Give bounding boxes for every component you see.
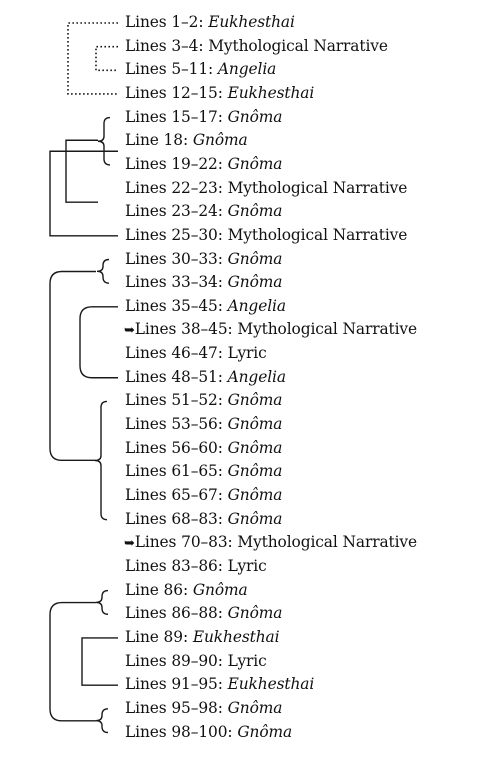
genre-label: Eukhesthai: [192, 627, 280, 646]
entry-row: [125, 391, 282, 409]
line-range: Lines 38–45: [134, 320, 228, 339]
separator: :: [217, 225, 228, 244]
genre-label: Gnôma: [227, 462, 283, 481]
genre-label: Eukhesthai: [227, 83, 315, 102]
separator: :: [217, 556, 228, 575]
separator: :: [217, 391, 228, 410]
entry-row: [125, 108, 282, 126]
separator: :: [217, 415, 228, 434]
genre-label: Gnôma: [192, 580, 248, 599]
line-range: Lines 23–24: [125, 202, 218, 221]
genre-label: Gnôma: [227, 273, 283, 292]
separator: :: [217, 675, 228, 694]
line-range: Lines 51–52: [125, 391, 218, 410]
separator: :: [217, 509, 228, 528]
entry-row: [125, 723, 292, 741]
line-range: Lines 30–33: [125, 249, 218, 268]
entry-row: [125, 557, 267, 575]
separator: :: [217, 178, 228, 197]
genre-label: Gnôma: [227, 107, 283, 126]
genre-label: Gnôma: [227, 604, 283, 623]
separator: :: [217, 296, 228, 315]
separator: :: [182, 627, 193, 646]
separator: :: [217, 202, 228, 221]
entry-row: [125, 699, 282, 717]
line-range: Lines 53–56: [125, 415, 218, 434]
line-range: Lines 95–98: [125, 698, 218, 717]
entry-row: [125, 368, 286, 386]
genre-label: Gnôma: [227, 391, 283, 410]
line-range: Lines 22–23: [125, 178, 218, 197]
genre-label: Lyric: [227, 651, 267, 670]
line-range: Line 89: [125, 627, 183, 646]
entry-row: [125, 155, 282, 173]
separator: :: [217, 486, 228, 504]
genre-label: Angelia: [217, 60, 277, 79]
entry-row: [125, 675, 314, 693]
separator: :: [217, 604, 228, 623]
genre-label: Eukhesthai: [227, 675, 315, 694]
line-range: Lines 5–11: [125, 60, 209, 79]
genre-label: Gnôma: [227, 509, 283, 528]
line-range: Lines 83–86: [125, 556, 218, 575]
line-range: Lines 89–90: [125, 651, 218, 670]
line-range: Lines 12–15: [125, 83, 218, 102]
separator: :: [198, 13, 209, 31]
line-range: Lines 3–4: [125, 36, 199, 55]
separator: :: [217, 249, 228, 268]
entry-row: [125, 415, 282, 433]
entry-row: [125, 273, 282, 291]
separator: :: [217, 698, 228, 717]
entry-row: [125, 37, 388, 55]
separator: :: [227, 533, 238, 552]
genre-label: Gnôma: [227, 698, 283, 717]
separator: :: [217, 462, 228, 481]
genre-label: Mythological Narrative: [227, 225, 408, 244]
entry-row: [125, 13, 295, 31]
line-range: Lines 65–67: [125, 486, 218, 504]
genre-label: Angelia: [227, 367, 286, 386]
continuation-arrow-icon: ➥: [124, 323, 135, 339]
separator: :: [217, 367, 228, 386]
line-range: Lines 98–100: [125, 722, 228, 741]
genre-label: Lyric: [227, 344, 267, 363]
separator: :: [217, 273, 228, 292]
genre-label: Mythological Narrative: [227, 178, 408, 197]
genre-label: Gnôma: [227, 249, 283, 268]
separator: :: [208, 60, 218, 79]
entry-row: [125, 179, 407, 197]
genre-label: Gnôma: [227, 154, 283, 173]
genre-label: Mythological Narrative: [237, 533, 418, 552]
entry-row: [125, 60, 276, 78]
separator: :: [182, 131, 193, 150]
line-range: Lines 46–47: [125, 344, 218, 363]
entry-row: [125, 439, 282, 457]
entry-row: [125, 628, 279, 646]
genre-label: Gnôma: [227, 486, 283, 504]
continuation-arrow-icon: ➥: [124, 536, 135, 552]
line-range: Lines 86–88: [125, 604, 218, 623]
genre-label: Gnôma: [227, 438, 283, 457]
line-range: Line 86: [125, 580, 183, 599]
line-range: Lines 19–22: [125, 154, 218, 173]
genre-label: Lyric: [227, 556, 267, 575]
line-range: Line 18: [125, 131, 183, 150]
genre-label: Gnôma: [227, 202, 283, 221]
entry-row: [125, 581, 248, 599]
genre-label: Gnôma: [192, 131, 248, 150]
entry-row: [125, 297, 286, 315]
line-range: Lines 91–95: [125, 675, 218, 694]
separator: :: [182, 580, 193, 599]
genre-label: Eukhesthai: [208, 13, 295, 31]
line-range: Lines 1–2: [125, 13, 199, 31]
entry-row: [125, 486, 282, 504]
entry-row: [125, 604, 282, 622]
separator: :: [227, 320, 238, 339]
entry-sub-row: [124, 533, 417, 553]
genre-label: Gnôma: [227, 415, 283, 434]
entry-sub-row: [124, 320, 417, 340]
genre-label: Mythological Narrative: [237, 320, 418, 339]
separator: :: [227, 722, 238, 741]
separator: :: [217, 344, 228, 363]
genre-label: Angelia: [227, 296, 286, 315]
line-range: Lines 56–60: [125, 438, 218, 457]
line-range: Lines 35–45: [125, 296, 218, 315]
line-range: Lines 70–83: [134, 533, 228, 552]
entry-row: [125, 250, 282, 268]
entry-row: [125, 226, 407, 244]
line-range: Lines 48–51: [125, 367, 218, 386]
entry-row: [125, 84, 314, 102]
entry-row: [125, 131, 248, 149]
separator: :: [217, 83, 228, 102]
line-range: Lines 15–17: [125, 107, 218, 126]
separator: :: [217, 107, 228, 126]
genre-label: Gnôma: [237, 722, 293, 741]
separator: :: [198, 36, 209, 55]
line-range: Lines 33–34: [125, 273, 218, 292]
line-range: Lines 25–30: [125, 225, 218, 244]
genre-label: Mythological Narrative: [208, 36, 388, 55]
entry-row: [125, 462, 282, 480]
separator: :: [217, 651, 228, 670]
separator: :: [217, 438, 228, 457]
separator: :: [217, 154, 228, 173]
line-range: Lines 68–83: [125, 509, 218, 528]
entry-row: [125, 202, 282, 220]
line-range: Lines 61–65: [125, 462, 218, 481]
entry-row: [125, 652, 267, 670]
entry-row: [125, 344, 267, 362]
entry-row: [125, 510, 282, 528]
